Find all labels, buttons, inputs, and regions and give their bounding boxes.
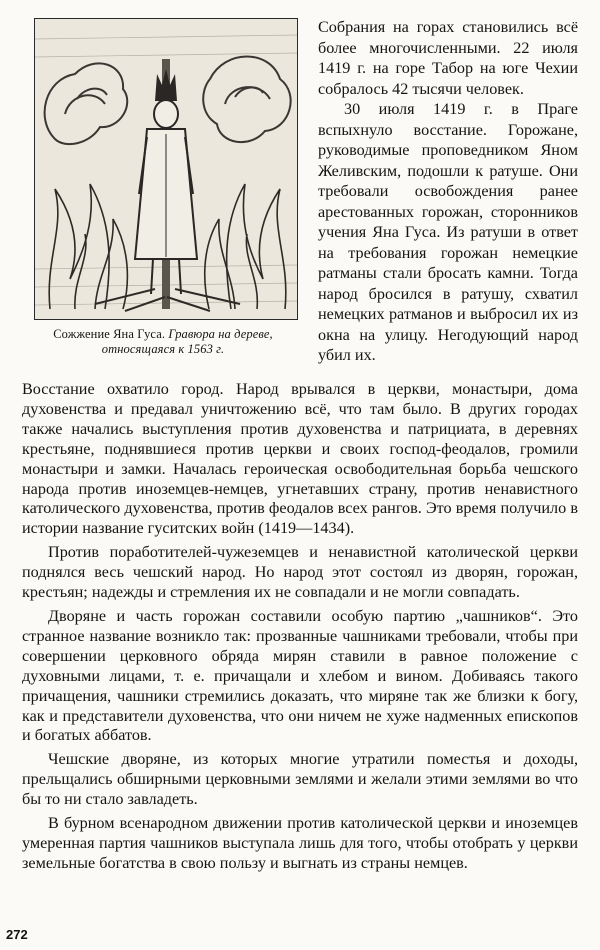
figure: [22, 18, 304, 357]
paragraph: 30 июля 1419 г. в Праге вспыхнуло восстание. Горожане, руководимые проповедником Яном Желивским, подошли к ратуше. Они требовали освобождения ранее арестованных горожан, сторонников учения Яна Гуса. Из ратуши в ответ на требования горожан немецкие ратманы стали бросать камни. Тогда народ бросился в ратушу, схватил немецких ратманов и выбросил их из окна на улицу. Негодующий народ убил их.: [318, 100, 578, 364]
paragraph: Чешские дворяне, из которых многие утратили поместья и доходы, прельщались обширными церковными землями и желали этими землями во что бы то ни стало завладеть.: [22, 750, 578, 809]
paragraph: В бурном всенародном движении против католической церкви и иноземцев умеренная партия чашников выступала лишь для того, чтобы отобрать у церкви земельные богатства в свою пользу и выгнать из страны немцев.: [22, 814, 578, 872]
side-text-column: [318, 17, 578, 366]
paragraph: Дворяне и часть горожан составили особую партию „чашников“. Это странное название возникло так: прозванные чашниками требовали, чтобы при совершении церковного обряда мирян ставили в равное положение с духовными лицами, т. е. причащали и хлебом и вином. Добиваясь такого причащения, чашники стремились доказать, что миряне так же близки к богу, как и представители духовенства, что они ничем не хуже надменных епископов и богатых аббатов.: [22, 606, 578, 745]
engraving-image: [34, 18, 298, 320]
caption-text: Сожжение Яна Гуса.: [53, 327, 169, 341]
figure-caption: [22, 327, 304, 357]
page-number: 272: [6, 927, 28, 942]
paragraph: Против поработителей-чужеземцев и ненавистной католической церкви поднялся весь чешский народ. Но народ этот состоял из дворян, горожан, крестьян; надежды и стремления их не совпадали и не могли совпадать.: [22, 543, 578, 602]
full-width-text: [22, 380, 578, 874]
paragraph: Восстание охватило город. Народ врывался в церкви, монастыри, дома духовенства и предавал уничтожению всё, что там было. В других городах также начались выступления против духовенства и патрициата, в деревнях крестьяне, поднявшиеся против церкви и своих господ-феодалов, громили монастыри и замки. Началась героическая освободительная борьба чешского народа против иноземцев-немцев, угнетавших страну, против ненавистного католического духовенства, против феодалов всех рангов. Это время получило в истории название гуситских войн (1419—1434).: [22, 380, 578, 538]
paragraph: Собрания на горах становились всё более многочисленными. 22 июля 1419 г. на горе Табор на юге Чехии собралось 42 тысячи человек.: [318, 18, 578, 98]
caption-italic: Гравюра на дереве, относящаяся к 1563 г.: [101, 327, 273, 356]
